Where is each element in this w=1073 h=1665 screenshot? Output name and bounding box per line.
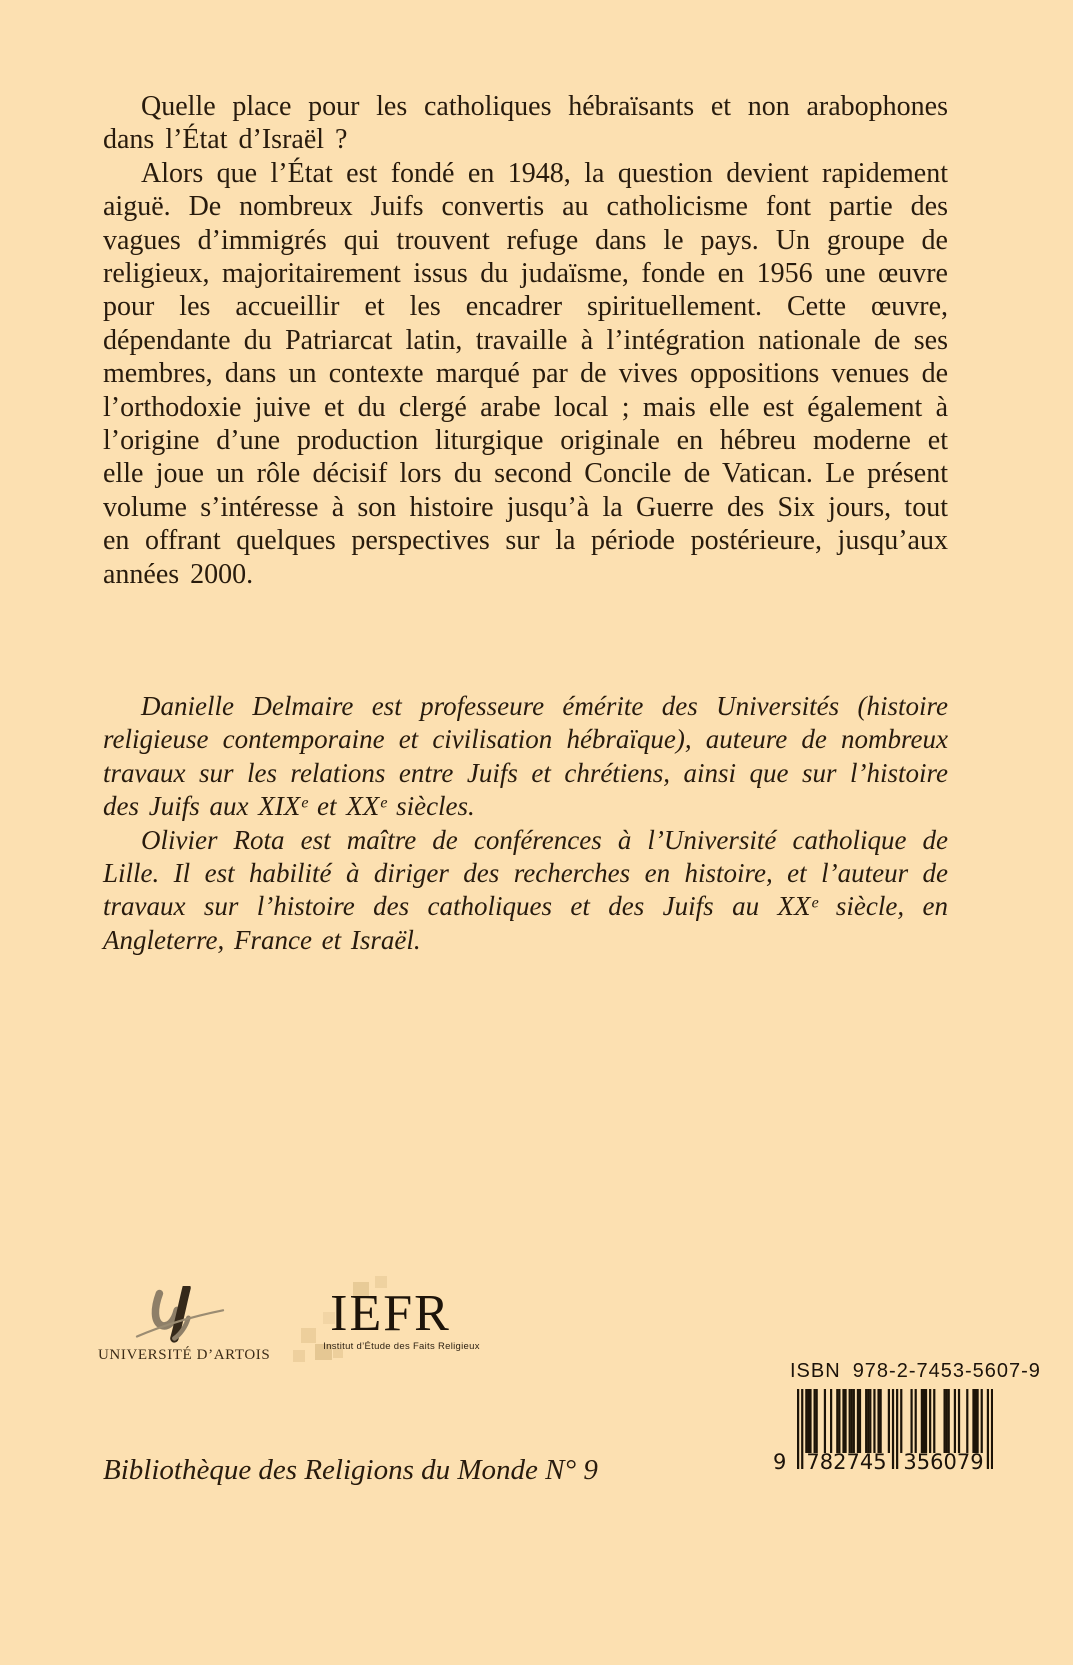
synopsis-paragraph-1: Quelle place pour les catholiques hébraïsants et non arabophones dans l’État d’Israël ? (103, 91, 948, 156)
isbn-barcode-block (773, 1360, 1041, 1477)
isbn-prefix: ISBN (790, 1360, 841, 1382)
isbn-number-line (790, 1360, 1041, 1383)
artois-wordmark: UNIVERSITÉ D’ARTOIS (98, 1347, 271, 1363)
barcode-digit-group-left: 782745 (806, 1450, 887, 1474)
series-title: Bibliothèque des Religions du Monde N° 9 (103, 1454, 598, 1486)
bio-olivier-rota: Olivier Rota est maître de conférences à l’Université catholique de Lille. Il est habilité à diriger des recherches en histoire, et l’auteur de travaux sur l’histoire des catholiques et des Juifs au XXᵉ siècle, en Angleterre, France et Israël. (103, 824, 948, 955)
bio-danielle-delmaire: Danielle Delmaire est professeure émérite des Universités (histoire religieuse contemporaine et civilisation hébraïque), auteure de nombreux travaux sur les relations entre Juifs et chrétiens, ainsi que sur l’histoire des Juifs aux XIXᵉ et XXᵉ siècles. (103, 691, 948, 822)
artois-u-mark-icon (134, 1286, 226, 1344)
barcode-digit-group-right: 356079 (903, 1450, 984, 1474)
synopsis (103, 90, 948, 591)
iefr-subtitle: Institut d’Étude des Faits Religieux (323, 1341, 480, 1352)
barcode-digit-group-lead: 9 (773, 1450, 787, 1474)
author-bios (103, 690, 948, 957)
universite-artois-logo (98, 1286, 271, 1364)
iefr-wordmark: IEFR (330, 1285, 451, 1342)
ean13-barcode (773, 1389, 993, 1477)
isbn-number: 978-2-7453-5607-9 (852, 1360, 1041, 1382)
synopsis-paragraph-2: Alors que l’État est fondé en 1948, la question devient rapidement aiguë. De nombreux Juifs convertis au catholicisme font partie des vagues d’immigrés qui trouvent refuge dans le pays. Un groupe de religieux, majoritairement issus du judaïsme, fonde en 1956 une œuvre pour les accueillir et les encadrer spirituellement. Cette œuvre, dépendante du Patriarcat latin, travaille à l’intégration nationale de ses membres, dans un contexte marqué par de vives oppositions venues de l’orthodoxie juive et du clergé arabe local ; mais elle est également à l’origine d’une production liturgique originale en hébreu moderne et elle joue un rôle décisif lors du second Concile de Vatican. Le présent volume s’intéresse à son histoire jusqu’à la Guerre des Six jours, tout en offrant quelques perspectives sur la période postérieure, jusqu’aux années 2000. (103, 157, 948, 590)
iefr-logo (293, 1285, 488, 1380)
